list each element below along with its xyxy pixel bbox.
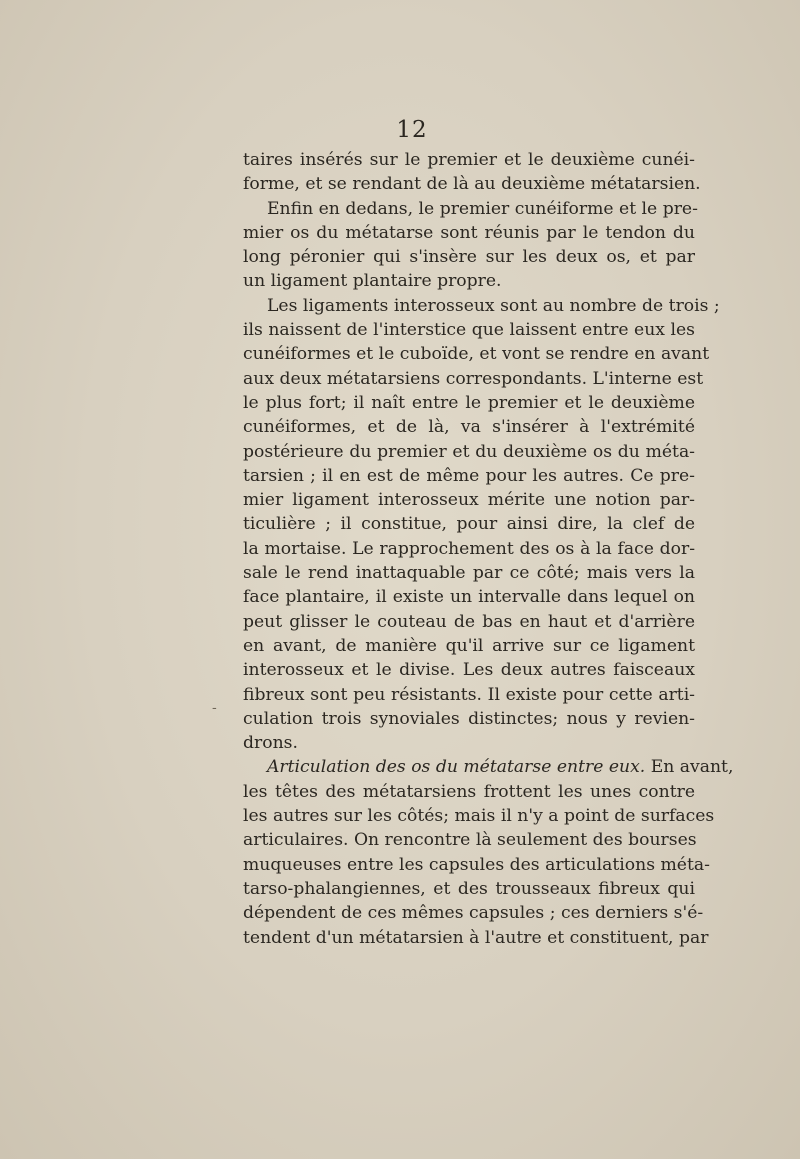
line-text: ils naissent de l'interstice que laissent entre eux les <box>243 320 695 341</box>
line-text: la mortaise. Le rapprochement des os à la face dor- <box>243 538 695 559</box>
line-text: face plantaire, il existe un intervalle dans lequel on <box>243 587 695 608</box>
text-line <box>243 245 695 269</box>
line-text: aux deux métatarsiens correspondants. L'interne est <box>243 368 704 389</box>
line-text: long péronier qui s'insère sur les deux os, et par <box>243 247 695 268</box>
text-line <box>243 610 695 634</box>
line-text: ticulière ; il constitue, pour ainsi dire, la clef de <box>243 514 695 535</box>
text-line <box>243 512 695 536</box>
line-text: En avant, <box>645 757 734 778</box>
line-text: les autres sur les côtés; mais il n'y a point de surfaces <box>243 806 715 827</box>
line-text: mier ligament interosseux mérite une notion par- <box>243 490 695 511</box>
text-line <box>243 926 709 950</box>
text-line <box>243 269 695 293</box>
text-line <box>243 488 695 512</box>
line-text: sale le rend inattaquable par ce côté; mais vers la <box>243 563 695 584</box>
line-text: peut glisser le couteau de bas en haut et d'arrière <box>243 611 695 632</box>
text-line <box>243 561 695 585</box>
line-text: tarsien ; il en est de même pour les autres. Ce pre- <box>243 465 695 486</box>
margin-mark: - <box>212 700 217 716</box>
text-line <box>243 828 695 852</box>
text-line <box>243 172 701 196</box>
line-text: tendent d'un métatarsien à l'autre et constituent, par <box>243 927 709 948</box>
text-line <box>243 148 695 172</box>
line-text: fibreux sont peu résistants. Il existe pour cette arti- <box>243 684 695 705</box>
line-text: en avant, de manière qu'il arrive sur ce ligament <box>243 635 695 656</box>
text-line <box>243 318 695 342</box>
text-line <box>243 877 695 901</box>
section-heading: Articulation des os du métatarse entre eux. <box>267 757 646 778</box>
text-line <box>243 367 704 391</box>
text-line <box>243 658 695 682</box>
line-text: Les ligaments interosseux sont au nombre de trois ; <box>267 295 720 316</box>
line-text: muqueuses entre les capsules des articulations méta- <box>243 854 710 875</box>
line-text: dépendent de ces mêmes capsules ; ces derniers s'é- <box>243 903 704 924</box>
text-line <box>243 853 710 877</box>
text-line <box>243 755 734 779</box>
line-text: cunéiformes et le cuboïde, et vont se rendre en avant <box>243 344 710 365</box>
body-text <box>243 148 734 950</box>
line-text: mier os du métatarse sont réunis par le tendon du <box>243 222 695 243</box>
text-line <box>243 780 695 804</box>
text-line <box>243 391 695 415</box>
text-line <box>243 342 710 366</box>
line-text: un ligament plantaire propre. <box>243 271 502 292</box>
text-line <box>243 197 698 221</box>
text-line <box>243 585 695 609</box>
line-text: interosseux et le divise. Les deux autres faisceaux <box>243 660 695 681</box>
line-text: articulaires. On rencontre là seulement des bourses <box>243 830 697 851</box>
line-text: tarso-phalangiennes, et des trousseaux fibreux qui <box>243 878 695 899</box>
line-text: le plus fort; il naît entre le premier et le deuxième <box>243 392 695 413</box>
line-text: forme, et se rendant de là au deuxième métatarsien. <box>243 174 701 195</box>
text-line <box>243 731 695 755</box>
text-line <box>243 634 695 658</box>
page-number: 12 <box>396 117 428 143</box>
line-text: taires insérés sur le premier et le deuxième cunéi- <box>243 150 695 170</box>
text-line <box>243 901 704 925</box>
line-text: postérieure du premier et du deuxième os du méta- <box>243 441 695 462</box>
text-line <box>243 415 695 439</box>
line-text: drons. <box>243 733 298 754</box>
text-line <box>243 294 720 318</box>
text-line <box>243 707 695 731</box>
line-text: cunéiformes, et de là, va s'insérer à l'extrémité <box>243 417 695 438</box>
line-text: les têtes des métatarsiens frottent les unes contre <box>243 781 695 802</box>
text-line <box>243 804 715 828</box>
text-line <box>243 683 695 707</box>
text-line <box>243 440 695 464</box>
line-text: Enfin en dedans, le premier cunéiforme et le pre- <box>267 198 698 219</box>
text-line <box>243 221 695 245</box>
text-line <box>243 537 695 561</box>
line-text: culation trois synoviales distinctes; nous y revien- <box>243 708 695 729</box>
text-line <box>243 464 695 488</box>
